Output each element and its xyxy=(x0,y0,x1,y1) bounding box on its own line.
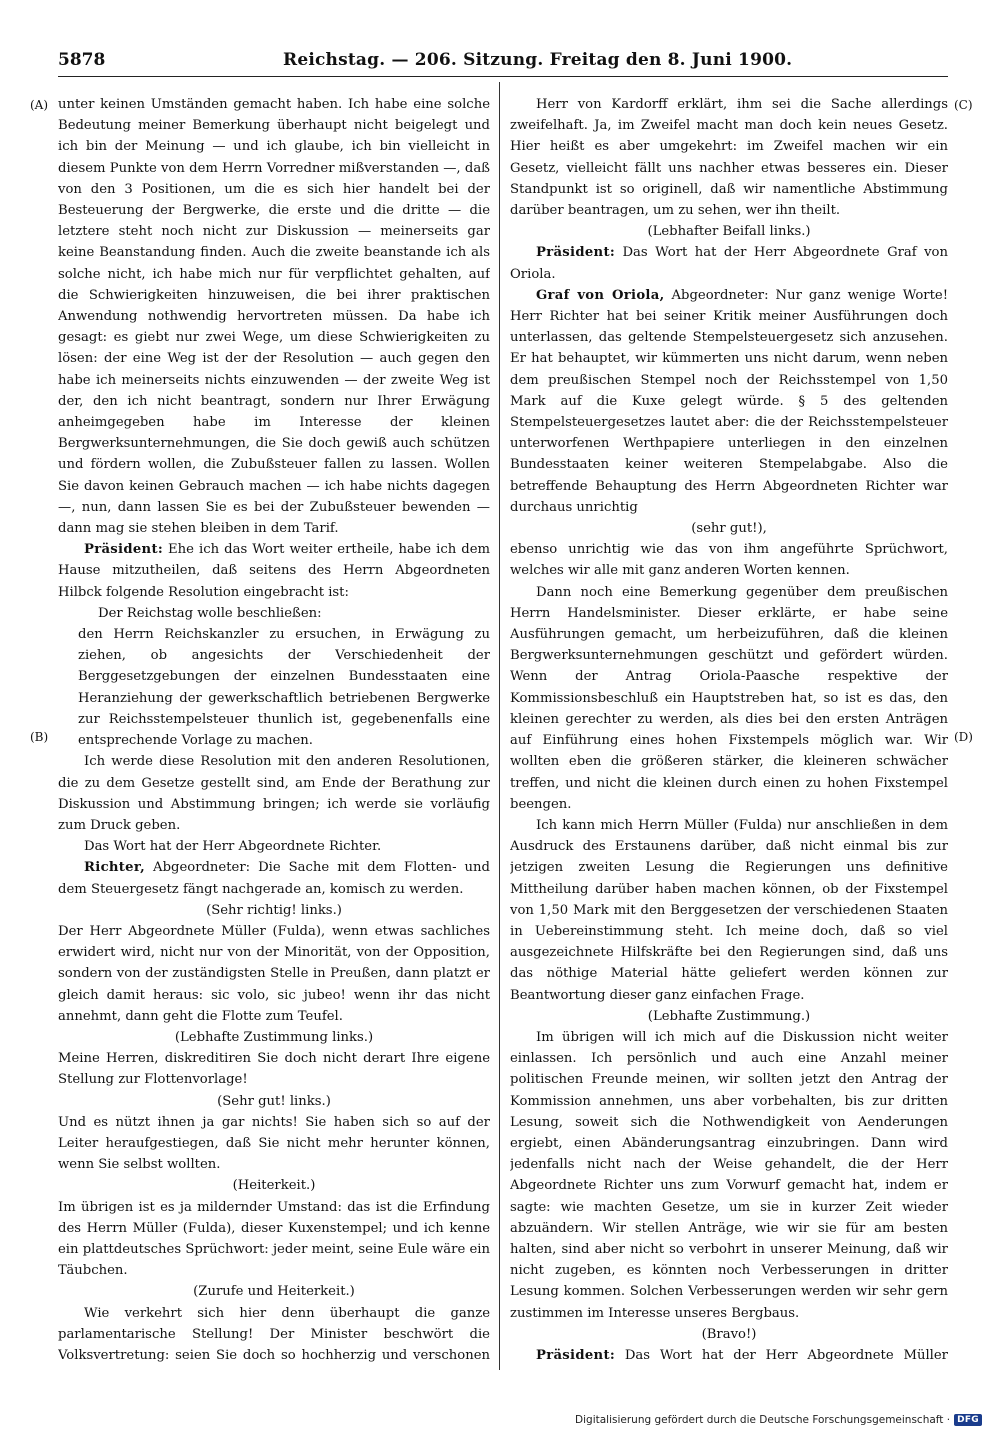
paragraph: Der Herr Abgeordnete Müller (Fulda), wenn etwas sachliches erwidert wird, nicht nur von der Minorität, von der Opposition, sondern von der zuständigsten Stelle in Preußen, dann platzt er gleich damit heraus: sic volo, sic jubeo! wenn ihr das nicht annehmt, dann geht die Flotte zum Teufel. xyxy=(58,923,490,1024)
running-head: Reichstag. — 206. Sitzung. Freitag den 8. Juni 1900. xyxy=(283,50,793,70)
speech-text: Abgeordneter: Nur ganz wenige Worte! Herr Richter hat bei seiner Kritik meiner Ausführungen doch unterlassen, das geltende Stempelsteuergesetz sich anzusehen. Er hat behauptet, wir kümmerten uns nicht darum, wenn neben dem preußischen Stempel noch der Reichsstempel von 1,50 Mark auf die Kuxe gelegt würde. § 5 des geltenden Stempelsteuergesetzes lautet aber: die der Reichsstempelsteuer unterworfenen Werthpapiere unterliegen in den einzelnen Bundesstaaten keiner weiteren Stempelabgabe. Also die betreffende Behauptung des Herrn Abgeordneten Richter war durchaus unrichtig xyxy=(510,287,948,515)
reaction: (Lebhafte Zustimmung links.) xyxy=(174,1029,374,1045)
paragraph: Ich kann mich Herrn Müller (Fulda) nur anschließen in dem Ausdruck des Erstaunens darüber, daß nicht einmal bis zur jetzigen zweiten Lesung die Regierungen uns definitive Mittheilung darüber haben machen können, ob der Fixstempel von 1,50 Mark mit den Berggesetzen der verschiedenen Staaten in Uebereinstimmung steht. Ich meine doch, daß so viel ausgezeichnete Hilfskräfte bei den Regierungen sind, daß uns das nöthige Material hätte geliefert werden können zur Beantwortung dieser ganz einfachen Frage. xyxy=(510,817,948,1003)
paragraph: unter keinen Umständen gemacht haben. Ich habe eine solche Bedeutung meiner Bemerkung überhaupt nicht beigelegt und ich bin der Meinung — und ich glaube, ich bin vielleicht in diesem Punkte von dem Herrn Vorredner mißverstanden —, daß von den 3 Positionen, um die es sich hier handelt bei der Besteuerung der Bergwerke, die erste und die dritte — die letztere steht noch nicht zur Diskussion — meinerseits gar keine Beanstandung finden. Auch die zweite beanstande ich als solche nicht, ich habe mich nur für verpflichtet gehalten, auf die Schwierigkeiten hinzuweisen, die bei ihrer praktischen Anwendung nothwendig hervortreten müssen. Da habe ich gesagt: es giebt nur zwei Wege, um diese Schwierigkeiten zu lösen: der eine Weg ist der der Resolution — auch gegen den habe ich meinerseits nichts einzuwenden — der zweite Weg ist der, den ich nicht beantragt, sondern nur Ihrer Erwägung anheimgegeben habe im Interesse der kleinen Bergwerksunternehmungen, die Sie doch gewiß auch schützen und fördern wollen, die Zubußsteuer fallen zu lassen. Wollen Sie davon keinen Gebrauch machen — ich habe nichts dagegen —, nun, dann lassen Sie es bei der Zubußsteuer bewenden — dann mag sie stehen bleiben in dem Tarif. xyxy=(58,97,490,537)
paragraph: Im übrigen ist es ja mildernder Umstand: das ist die Erfindung des Herrn Müller (Fulda), dieser Kuxenstempel; und ich kenne ein plattdeutsches Sprüchwort: jeder meint, seine Eule wäre ein Täubchen. xyxy=(58,1199,490,1279)
dfg-logo-icon: DFG xyxy=(954,1414,982,1426)
speaker-name: Präsident: xyxy=(84,542,164,558)
margin-mark-c: (C) xyxy=(954,98,973,112)
resolution-text: den Herrn Reichskanzler zu ersuchen, in Erwägung zu ziehen, ob angesichts der Verschiedenheit der Berggesetzgebungen der einzelnen Bundesstaaten eine Heranziehung der gewerkschaftlich betriebenen Bergwerke zur Reichsstempelsteuer thunlich ist, gegebenenfalls eine entsprechende Vorlage zu machen. xyxy=(78,627,490,749)
reaction: (Lebhafter Beifall links.) xyxy=(647,224,811,240)
reaction: (Sehr gut! links.) xyxy=(217,1093,331,1109)
speech-text: Das Wort hat der Herr Abgeordnete Müller xyxy=(624,1347,948,1363)
speech-text: Ehe ich das Wort weiter ertheile, habe ich dem Hause mitzutheilen, daß seitens des Herrn Abgeordneten Hilbck folgende Resolution eingebracht ist: xyxy=(58,542,490,600)
footer-credit xyxy=(575,1412,982,1428)
paragraph xyxy=(510,285,948,518)
reaction: (sehr gut!), xyxy=(691,521,767,537)
reaction: (Zurufe und Heiterkeit.) xyxy=(193,1284,355,1300)
paragraph: Ich werde diese Resolution mit den anderen Resolutionen, die zu dem Gesetze gestellt sind, am Ende der Berathung zur Diskussion und Abstimmung bringen; ich werde sie vorläufig zum Druck geben. xyxy=(58,754,490,833)
header-rule xyxy=(58,76,948,77)
paragraph xyxy=(58,857,490,899)
paragraph: Im übrigen will ich mich auf die Diskussion nicht weiter einlassen. Ich persönlich und auch eine Anzahl meiner politischen Freunde meinen, wir sollten jetzt den Antrag der Kommission annehmen, uns aber vorbehalten, bis zur dritten Lesung, soweit sich die Nothwendigkeit von Aenderungen ergiebt, einen Abänderungsantrag einzubringen. Dann wird jedenfalls nicht nach der Weise gehandelt, die der Herr Abgeordnete Richter uns zum Vorwurf gemacht hat, indem er sagte: wie machten Gesetze, um sie in kurzer Zeit wieder abzuändern. Wir stellen Anträge, wie wir sie für am besten halten, sind aber nicht so verbohrt in unserer Meinung, daß wir nicht zugeben, es könnten noch Verbesserungen in dritter Lesung kommen. Solchen Verbesserungen werden wir sehr gern zustimmen im Interesse unseres Bergbaus. xyxy=(510,1029,948,1321)
margin-mark-d: (D) xyxy=(954,730,973,744)
left-column xyxy=(58,94,490,1370)
paragraph: Dann noch eine Bemerkung gegenüber dem preußischen Herrn Handelsminister. Dieser erklärte, er habe seine Ausführungen gemacht, um herbeizuführen, daß die kleinen Bergwerksunternehmungen geschützt und gefördert würden. Wenn der Antrag Oriola-Paasche respektive der Kommissionsbeschluß ein Hauptstreben hat, so ist es das, den kleinen gerechter zu werden, als dies bei den ersten Anträgen auf Einführung eines hohen Fixstempels möglich war. Wir wollten eben die größeren stärker, die kleineren schwächer treffen, und nicht die kleinen durch einen zu hohen Fixstempel beengen. xyxy=(510,584,948,812)
column-divider xyxy=(499,82,500,1370)
speaker-name: Präsident: xyxy=(536,1347,616,1363)
paragraph xyxy=(510,242,948,284)
paragraph: Das Wort hat der Herr Abgeordnete Richter. xyxy=(84,839,382,855)
paragraph: Herr von Kardorff erklärt, ihm sei die Sache allerdings zweifelhaft. Ja, im Zweifel macht man doch kein neues Gesetz. Hier heißt es aber umgekehrt: im Zweifel machen wir ein Gesetz, vielleicht fällt uns nachher etwas besseres ein. Dieser Standpunkt ist so originell, daß wir namentliche Abstimmung darüber beantragen, um zu sehen, wer ihn theilt. xyxy=(510,97,948,219)
speech-text: Abgeordneter: Die Sache mit dem Flotten- und dem Steuergesetz fängt nachgerade an, komisch zu werden. xyxy=(58,860,490,897)
paragraph xyxy=(58,539,490,603)
footer-text: Digitalisierung gefördert durch die Deutsche Forschungsgemeinschaft · xyxy=(575,1414,951,1426)
right-column xyxy=(510,94,948,1370)
reaction: (Heiterkeit.) xyxy=(232,1178,316,1194)
page-header xyxy=(58,50,948,76)
speech-text: Das Wort hat der Herr Abgeordnete Graf von Oriola. xyxy=(510,245,948,282)
paragraph: Wie verkehrt sich hier denn überhaupt die ganze parlamentarische Stellung! Der Minister beschwört die Volksvertretung: seien Sie doch so hochherzig und verschonen xyxy=(58,1305,490,1363)
resolution-heading: Der Reichstag wolle beschließen: xyxy=(98,605,322,621)
speaker-name: Präsident: xyxy=(536,245,616,261)
paragraph: ebenso unrichtig wie das von ihm angeführte Sprüchwort, welches wir alle mit ganz anderen Worten kennen. xyxy=(510,542,948,579)
paragraph: Meine Herren, diskreditiren Sie doch nicht derart Ihre eigene Stellung zur Flottenvorlage! xyxy=(58,1051,490,1088)
reaction: (Lebhafte Zustimmung.) xyxy=(647,1008,811,1024)
paragraph: Und es nützt ihnen ja gar nichts! Sie haben sich so auf der Leiter heraufgestiegen, daß Sie nicht mehr herunter können, wenn Sie selbst wollten. xyxy=(58,1114,490,1173)
reaction: (Bravo!) xyxy=(701,1326,757,1342)
page-number: 5878 xyxy=(58,50,106,70)
speaker-name: Richter, xyxy=(84,860,146,876)
speaker-name: Graf von Oriola, xyxy=(536,287,665,303)
paragraph xyxy=(510,1345,948,1370)
margin-mark-a: (A) xyxy=(30,98,49,112)
reaction: (Sehr richtig! links.) xyxy=(206,902,342,918)
margin-mark-b: (B) xyxy=(30,730,49,744)
